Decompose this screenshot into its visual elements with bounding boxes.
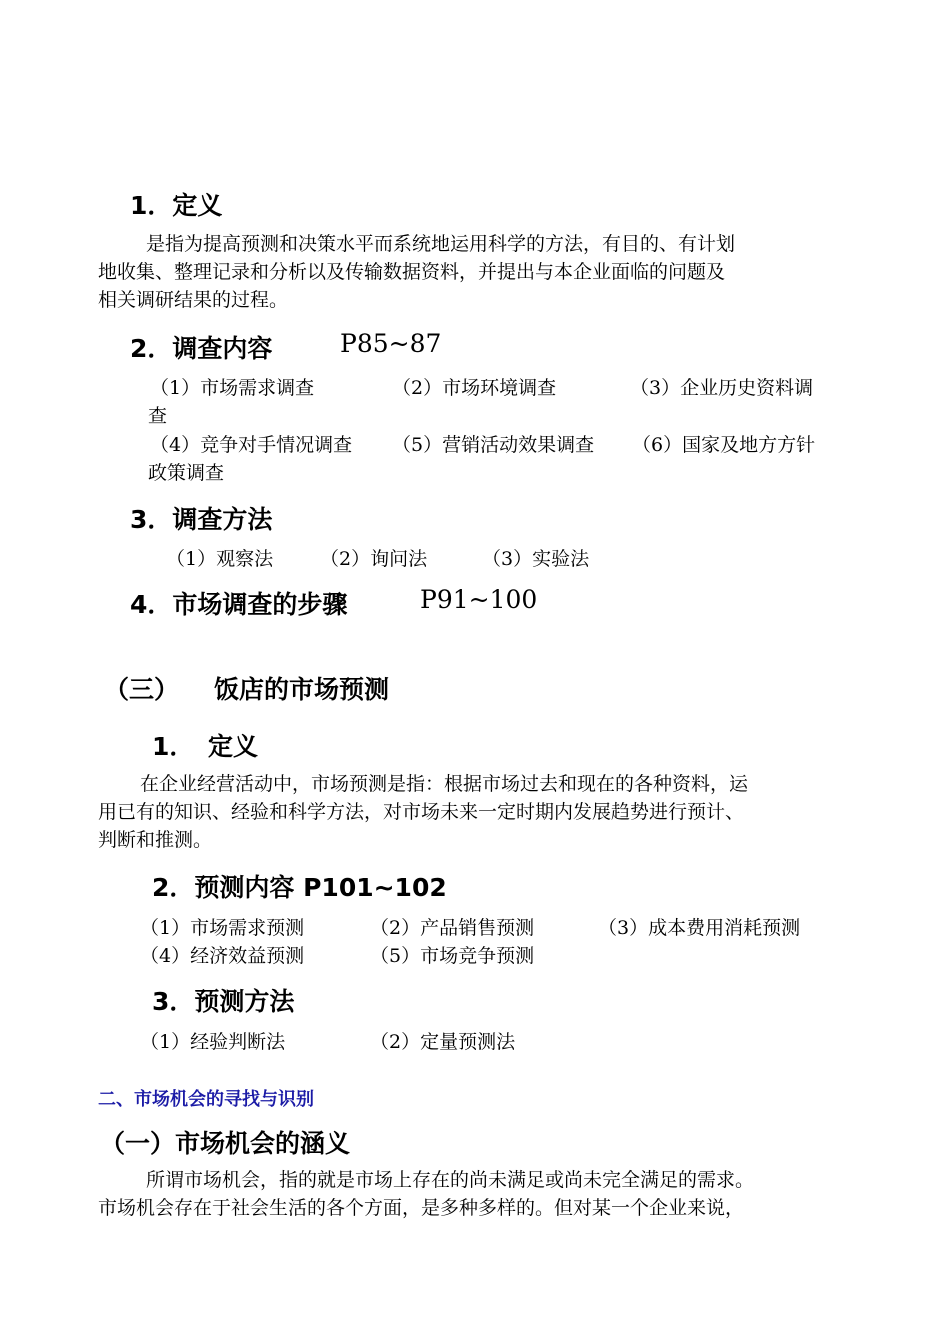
- forecast-content-item: （5）市场竞争预测: [370, 945, 535, 967]
- opportunity-subheading: （一）市场机会的涵义: [100, 1129, 351, 1158]
- survey-content-item: （2）市场环境调查: [392, 377, 557, 399]
- survey-method-item: （3）实验法: [482, 548, 590, 570]
- forecast-content-item: （1）市场需求预测: [140, 917, 305, 939]
- survey-content-pages: P85~87: [340, 329, 442, 358]
- survey-method-item: （2）询问法: [320, 548, 428, 570]
- forecast-definition-line-3: 判断和推测。: [98, 829, 213, 851]
- forecast-definition-number: 1．: [152, 732, 195, 761]
- forecast-content-item: （4）经济效益预测: [140, 945, 305, 967]
- survey-content-item: 查: [148, 405, 168, 427]
- survey-content-item: （5）营销活动效果调查: [392, 434, 595, 456]
- survey-definition-line-2: 地收集、整理记录和分析以及传输数据资料，并提出与本企业面临的问题及: [98, 261, 726, 283]
- survey-definition-line-1: 是指为提高预测和决策水平而系统地运用科学的方法，有目的、有计划: [146, 233, 736, 255]
- opportunity-paragraph-line-2: 市场机会存在于社会生活的各个方面，是多种多样的。但对某一个企业来说，: [98, 1197, 745, 1219]
- opportunity-section-heading: 二、市场机会的寻找与识别: [98, 1089, 314, 1110]
- survey-definition-line-3: 相关调研结果的过程。: [98, 289, 289, 311]
- forecast-definition-heading: 定义: [208, 732, 259, 761]
- survey-content-heading: 2．调查内容: [130, 334, 273, 363]
- survey-content-item: （4）竞争对手情况调查: [150, 434, 353, 456]
- forecast-method-item: （2）定量预测法: [370, 1031, 516, 1053]
- survey-steps-pages: P91~100: [420, 585, 538, 614]
- forecast-section-title: 饭店的市场预测: [214, 675, 390, 704]
- survey-definition-heading: 1．定义: [130, 191, 223, 220]
- survey-method-item: （1）观察法: [166, 548, 274, 570]
- forecast-content-item: （3）成本费用消耗预测: [598, 917, 801, 939]
- survey-content-item: 政策调查: [148, 462, 225, 484]
- forecast-method-item: （1）经验判断法: [140, 1031, 286, 1053]
- forecast-definition-line-2: 用已有的知识、经验和科学方法，对市场未来一定时期内发展趋势进行预计、: [98, 801, 745, 823]
- forecast-content-item: （2）产品销售预测: [370, 917, 535, 939]
- forecast-methods-heading: 3．预测方法: [152, 987, 295, 1016]
- forecast-section-number: （三）: [104, 675, 180, 704]
- opportunity-paragraph-line-1: 所谓市场机会，指的就是市场上存在的尚未满足或尚未完全满足的需求。: [146, 1169, 755, 1191]
- survey-content-item: （6）国家及地方方针: [632, 434, 816, 456]
- survey-content-item: （1）市场需求调查: [150, 377, 315, 399]
- forecast-definition-line-1: 在企业经营活动中，市场预测是指：根据市场过去和现在的各种资料，运: [140, 773, 749, 795]
- survey-methods-heading: 3．调查方法: [130, 505, 273, 534]
- forecast-content-heading: 2．预测内容 P101~102: [152, 873, 447, 902]
- survey-steps-heading: 4．市场调查的步骤: [130, 590, 348, 619]
- survey-content-item: （3）企业历史资料调: [630, 377, 814, 399]
